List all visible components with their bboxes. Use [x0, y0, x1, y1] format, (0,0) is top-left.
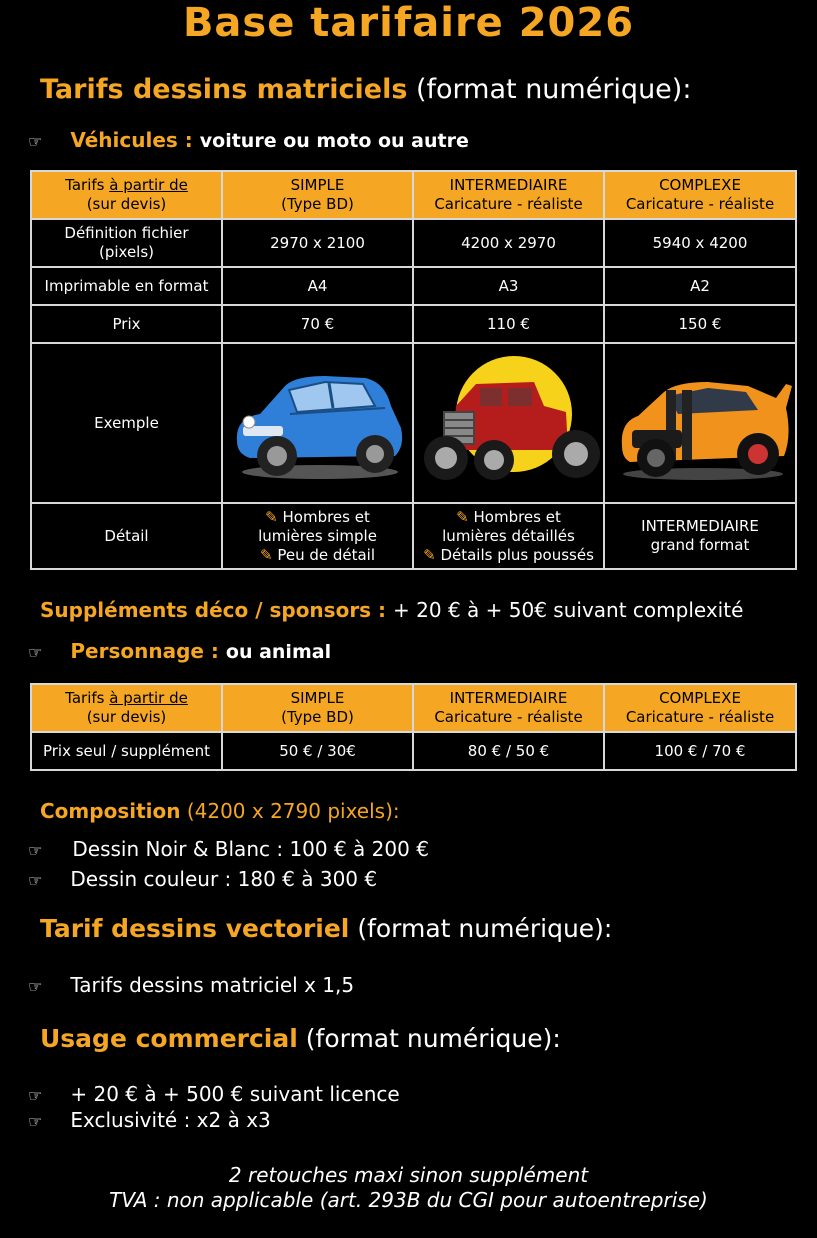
prix-complexe: 150 € — [604, 305, 796, 343]
pointing-hand-icon: ☞ — [28, 841, 43, 860]
table-row — [31, 219, 796, 267]
header-cell-simple: SIMPLE (Type BD) — [222, 171, 413, 219]
supplements-line — [40, 598, 743, 622]
section-title-rest: (format numérique): — [407, 74, 692, 105]
supplements-sep: : — [371, 598, 394, 622]
vehicules-label: Véhicules — [70, 128, 178, 152]
vehicules-line — [28, 128, 469, 152]
pencil-icon: ✎ — [423, 545, 436, 564]
pointing-hand-icon: ☞ — [28, 643, 43, 662]
table-row-exemple — [31, 343, 796, 503]
pointing-hand-icon: ☞ — [28, 132, 43, 151]
header-cell-tarifs: Tarifs à partir de (sur devis) — [31, 684, 222, 732]
list-item: ☞ + 20 € à + 500 € suivant licence — [28, 1082, 400, 1106]
definition-intermediaire: 4200 x 2970 — [413, 219, 604, 267]
red-hotrod-illustration — [416, 346, 601, 496]
row-label-format: Imprimable en format — [31, 267, 222, 305]
header-cell-intermediaire: INTERMEDIAIRE Caricature - réaliste — [413, 684, 604, 732]
pointing-hand-icon: ☞ — [28, 1112, 43, 1131]
vehicules-text: voiture ou moto ou autre — [199, 130, 469, 152]
blue-car-illustration — [225, 346, 410, 496]
format-intermediaire: A3 — [413, 267, 604, 305]
orange-mustang-illustration — [608, 346, 793, 496]
table-row — [31, 267, 796, 305]
footer-tva: TVA : non applicable (art. 293B du CGI pour autoentreprise) — [109, 1188, 708, 1212]
detail-complexe: INTERMEDIAIRE grand format — [604, 503, 796, 569]
format-simple: A4 — [222, 267, 413, 305]
supplements-text: + 20 € à + 50€ suivant complexité — [393, 598, 744, 622]
pencil-icon: ✎ — [259, 545, 273, 564]
list-item: ☞ Tarifs dessins matriciel x 1,5 — [28, 973, 355, 997]
table-row — [31, 305, 796, 343]
vehicules-sep: : — [177, 128, 200, 152]
section-title-matriciel — [40, 74, 691, 105]
list-item: ☞ Exclusivité : x2 à x3 — [28, 1108, 271, 1132]
row-label-prix: Prix — [31, 305, 222, 343]
header-cell-complexe: COMPLEXE Caricature - réaliste — [604, 684, 796, 732]
example-image-intermediaire — [413, 343, 604, 503]
footer-retouches: 2 retouches maxi sinon supplément — [228, 1163, 589, 1187]
prix-simple: 70 € — [222, 305, 413, 343]
row-label-definition: Définition fichier (pixels) — [31, 219, 222, 267]
pricing-table-vehicules — [30, 170, 797, 570]
composition-title: Composition (4200 x 2790 pixels): — [40, 799, 400, 823]
header-cell-intermediaire: INTERMEDIAIRE Caricature - réaliste — [413, 171, 604, 219]
pointing-hand-icon: ☞ — [28, 1086, 43, 1105]
definition-complexe: 5940 x 4200 — [604, 219, 796, 267]
section-title-highlight: Tarifs dessins matriciels — [40, 74, 408, 105]
personnage-prix-simple: 50 € / 30€ — [222, 732, 413, 770]
header-cell-complexe: COMPLEXE Caricature - réaliste — [604, 171, 796, 219]
personnage-text: ou animal — [225, 641, 332, 663]
personnage-prix-complexe: 100 € / 70 € — [604, 732, 796, 770]
table-row — [31, 503, 796, 569]
pencil-icon: ✎ — [265, 507, 278, 526]
table-header-row — [31, 171, 796, 219]
prix-intermediaire: 110 € — [413, 305, 604, 343]
vectoriel-title: Tarif dessins vectoriel (format numérique): — [40, 914, 613, 943]
detail-simple: ✎ Hombres et lumières simple ✎ Peu de détail — [222, 503, 413, 569]
example-image-complexe — [604, 343, 796, 503]
row-label-detail: Détail — [31, 503, 222, 569]
personnage-line — [28, 639, 331, 663]
personnage-prix-intermediaire: 80 € / 50 € — [413, 732, 604, 770]
header-cell-simple: SIMPLE (Type BD) — [222, 684, 413, 732]
table-row — [31, 732, 796, 770]
detail-intermediaire: ✎ Hombres et lumières détaillés ✎ Détails plus poussés — [413, 503, 604, 569]
example-image-simple — [222, 343, 413, 503]
format-complexe: A2 — [604, 267, 796, 305]
list-item: ☞ Dessin Noir & Blanc : 100 € à 200 € — [28, 837, 429, 861]
commercial-title: Usage commercial (format numérique): — [40, 1024, 561, 1053]
row-label-prix-seul: Prix seul / supplément — [31, 732, 222, 770]
supplements-label: Suppléments déco / sponsors — [40, 598, 372, 622]
table-header-row — [31, 684, 796, 732]
personnage-sep: : — [203, 639, 226, 663]
header-cell-tarifs: Tarifs à partir de (sur devis) — [31, 171, 222, 219]
definition-simple: 2970 x 2100 — [222, 219, 413, 267]
pricing-table-personnage — [30, 683, 797, 771]
row-label-exemple: Exemple — [31, 343, 222, 503]
personnage-label: Personnage — [70, 639, 204, 663]
page-title: Base tarifaire 2026 — [182, 0, 635, 46]
pointing-hand-icon: ☞ — [28, 977, 43, 996]
list-item: ☞ Dessin couleur : 180 € à 300 € — [28, 867, 378, 891]
pointing-hand-icon: ☞ — [28, 871, 43, 890]
pencil-icon: ✎ — [456, 507, 469, 526]
